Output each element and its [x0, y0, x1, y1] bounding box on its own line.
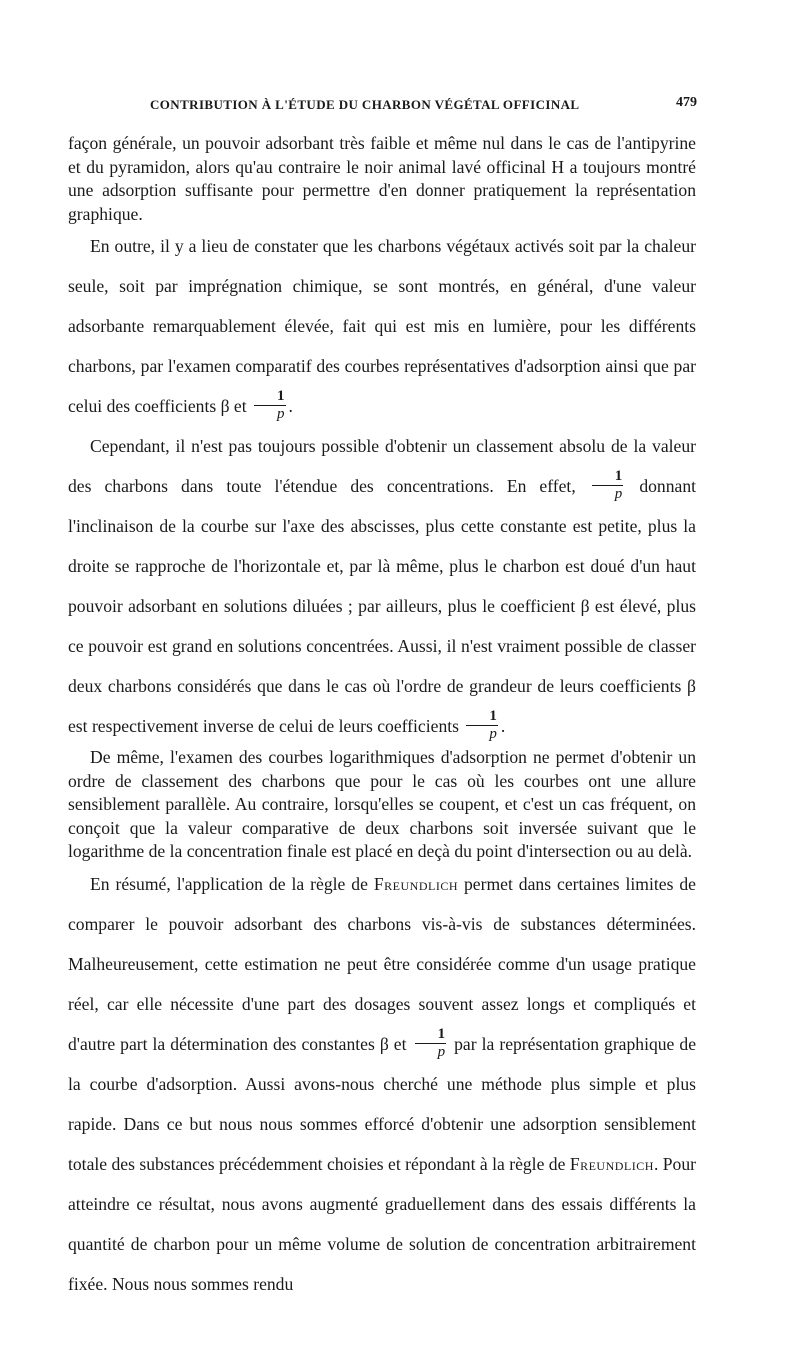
page-number: 479: [676, 95, 697, 110]
fraction-numerator: 1: [254, 389, 286, 406]
paragraph-5-text-a: En résumé, l'application de la règle de: [90, 873, 368, 894]
paragraph-5: [68, 864, 696, 1304]
fraction-denominator: p: [277, 406, 285, 423]
author-name-freundlich: Freundlich: [569, 1153, 654, 1174]
fraction-numerator: 1: [592, 469, 624, 486]
paragraph-3-end: .: [500, 716, 506, 736]
paragraph-2-text: En outre, il y a lieu de constater que les charbons végétaux activés soit par la chaleur seule, soit par imprégnation chimique, se sont montrés, en général, d'une valeur adsorbante remarquablement élevée, fait qui est mis en lumière, pour les différents charbons, par l'examen comparatif des courbes représentatives d'adsorption ainsi que par celui des coefficients β et: [68, 236, 696, 416]
body-text: [68, 132, 696, 1304]
fraction-one-over-p: [415, 1027, 447, 1060]
paragraph-5-text-b: permet dans certaines limites de comparer le pouvoir adsorbant des charbons vis-à-vis de substances déterminées. Malheureusement, cette estimation ne peut être considérée comme d'un usage pratique réel, car elle nécessite d'une part des dosages souvent assez longs et compliqués et d'autre part la détermination des constantes β et: [68, 873, 696, 1054]
paragraph-3-text-a: Cependant, il n'est pas toujours possible d'obtenir un classement absolu de la valeur des charbons dans toute l'étendue des concentrations. En effet,: [68, 436, 696, 496]
paragraph-2-end: .: [288, 396, 293, 416]
paragraph-5-text-c: par la représentation graphique de la courbe d'adsorption. Aussi avons-nous cherché une méthode plus simple et plus rapide. Dans ce but nous nous sommes efforcé d'obtenir une adsorption sensiblement totale des substances précédemment choisies et répondant à la règle de: [68, 1033, 697, 1174]
fraction-one-over-p: [466, 709, 498, 742]
paragraph-5-text-d: . Pour atteindre ce résultat, nous avons augmenté graduellement dans des essais différents la quantité de charbon pour un même volume de solution de concentration arbitrairement fixée. Nous nous sommes rendu: [68, 1153, 696, 1294]
author-name-freundlich: Freundlich: [373, 873, 458, 894]
fraction-numerator: 1: [466, 709, 498, 726]
paragraph-2: [68, 226, 696, 426]
paragraph-3: [68, 426, 696, 746]
fraction-numerator: 1: [415, 1027, 447, 1044]
paragraph-3-text-b: donnant l'inclinaison de la courbe sur l'axe des abscisses, plus cette constante est petite, plus la droite se rapproche de l'horizontale et, par là même, plus le charbon est doué d'un haut pouvoir adsorbant en solutions diluées ; par ailleurs, plus le coefficient β est élevé, plus ce pouvoir est grand en solutions concentrées. Aussi, il n'est vraiment possible de classer deux charbons considérés que dans le cas où l'ordre de grandeur de leurs coefficients β est respectivement inverse de celui de leurs coefficients: [68, 476, 697, 736]
running-title: CONTRIBUTION À L'ÉTUDE DU CHARBON VÉGÉTAL OFFICINAL: [150, 97, 580, 112]
paragraph-1: façon générale, un pouvoir adsorbant très faible et même nul dans le cas de l'antipyrine et du pyramidon, alors qu'au contraire le noir animal lavé officinal H a toujours montré une adsorption suffisante pour permettre d'en donner pratiquement la représentation graphique.: [68, 133, 696, 224]
paragraph-4: De même, l'examen des courbes logarithmiques d'adsorption ne permet d'obtenir un ordre de classement des charbons que pour le cas où les courbes ont une allure sensiblement parallèle. Au contraire, lorsqu'elles se coupent, et c'est un cas fréquent, on conçoit que la valeur comparative de deux charbons soit inversée suivant que le logarithme de la concentration finale est placé en deçà du point d'intersection ou au delà.: [68, 747, 696, 861]
fraction-denominator: p: [614, 486, 623, 503]
fraction-one-over-p: [592, 469, 624, 502]
fraction-denominator: p: [437, 1043, 446, 1060]
fraction-one-over-p: [254, 389, 286, 422]
fraction-denominator: p: [489, 726, 497, 743]
